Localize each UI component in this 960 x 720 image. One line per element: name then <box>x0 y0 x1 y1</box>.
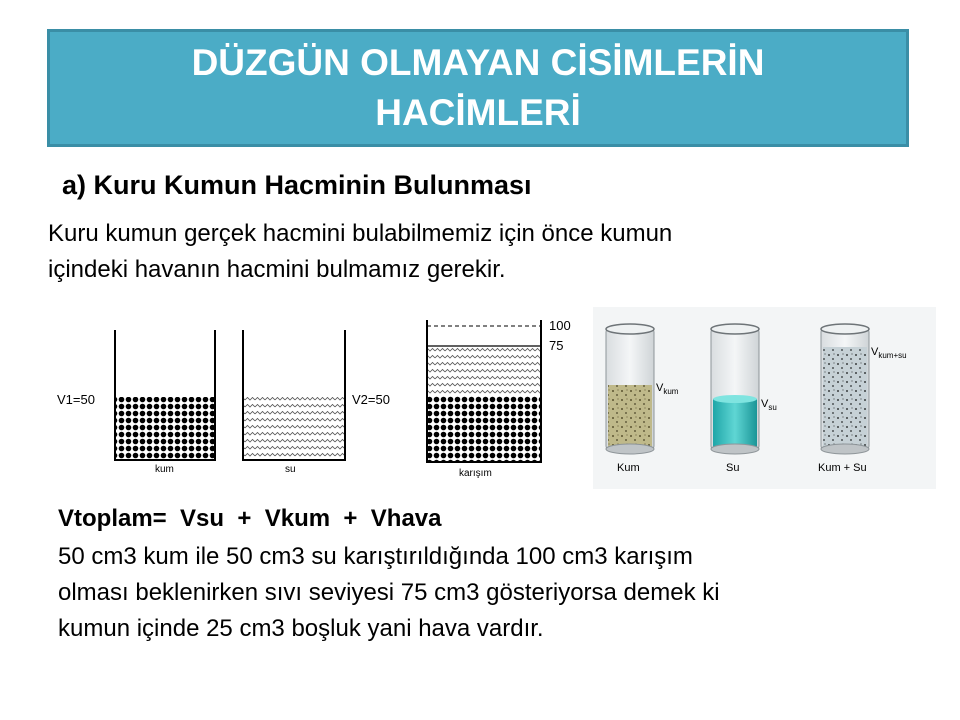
glass-base <box>711 444 759 454</box>
vsu-subscript: su <box>768 403 777 412</box>
mark-75-label: 75 <box>549 338 564 353</box>
explain-line-1: 50 cm3 kum ile 50 cm3 su karıştırıldığında 100 cm3 karışım <box>58 543 693 570</box>
caption-su: Su <box>726 462 740 474</box>
glass-rim <box>606 324 654 334</box>
beaker-schematic <box>55 312 595 487</box>
title-banner <box>47 29 909 147</box>
vkum-label: V <box>656 382 664 394</box>
title-line-1: DÜZGÜN OLMAYAN CİSİMLERİN <box>191 42 765 83</box>
vsu-label: V <box>761 398 769 410</box>
mixture-fill <box>823 347 867 447</box>
glass-base <box>821 444 869 454</box>
explanation-paragraph <box>58 539 908 647</box>
v2-label: V2=50 <box>352 392 390 407</box>
water-fill <box>243 397 345 460</box>
cylinder-kum-su <box>821 324 869 454</box>
caption-kum-su: Kum + Su <box>818 462 867 474</box>
vkum-subscript: kum <box>663 387 679 396</box>
vkumsu-subscript: kum+su <box>878 351 907 360</box>
beaker-karisim <box>427 320 541 462</box>
sand-fill <box>608 385 652 447</box>
section-subtitle: a) Kuru Kumun Hacminin Bulunması <box>62 170 532 200</box>
beaker-kum-label: kum <box>155 464 174 475</box>
caption-kum: Kum <box>617 462 640 474</box>
glass-rim <box>711 324 759 334</box>
intro-line-1: Kuru kumun gerçek hacmini bulabilmemiz için önce kumun <box>48 220 673 247</box>
explain-line-3: kumun içinde 25 cm3 boşluk yani hava vardır. <box>58 615 544 642</box>
cylinder-kum <box>606 324 654 454</box>
water-fill <box>427 346 541 396</box>
explain-line-2: olması beklenirken sıvı seviyesi 75 cm3 gösteriyorsa demek ki <box>58 579 720 606</box>
cylinder-illustration <box>593 307 936 489</box>
sand-fill <box>115 397 215 460</box>
mark-100-label: 100 <box>549 318 571 333</box>
glass-base <box>606 444 654 454</box>
intro-paragraph <box>48 216 848 288</box>
water-fill <box>713 399 757 447</box>
beaker-su <box>243 330 345 460</box>
v1-label: V1=50 <box>57 392 95 407</box>
beaker-kum <box>115 330 215 460</box>
title-line-2: HACİMLERİ <box>375 92 581 133</box>
water-surface <box>713 395 757 403</box>
glass-rim <box>821 324 869 334</box>
intro-line-2: içindeki havanın hacmini bulmamız gerekir. <box>48 256 506 283</box>
vkumsu-label: V <box>871 346 879 358</box>
beaker-su-label: su <box>285 464 296 475</box>
volume-formula: Vtoplam= Vsu + Vkum + Vhava <box>58 505 442 532</box>
beaker-karisim-label: karışım <box>459 468 492 479</box>
sand-fill <box>427 396 541 462</box>
cylinder-su <box>711 324 759 454</box>
